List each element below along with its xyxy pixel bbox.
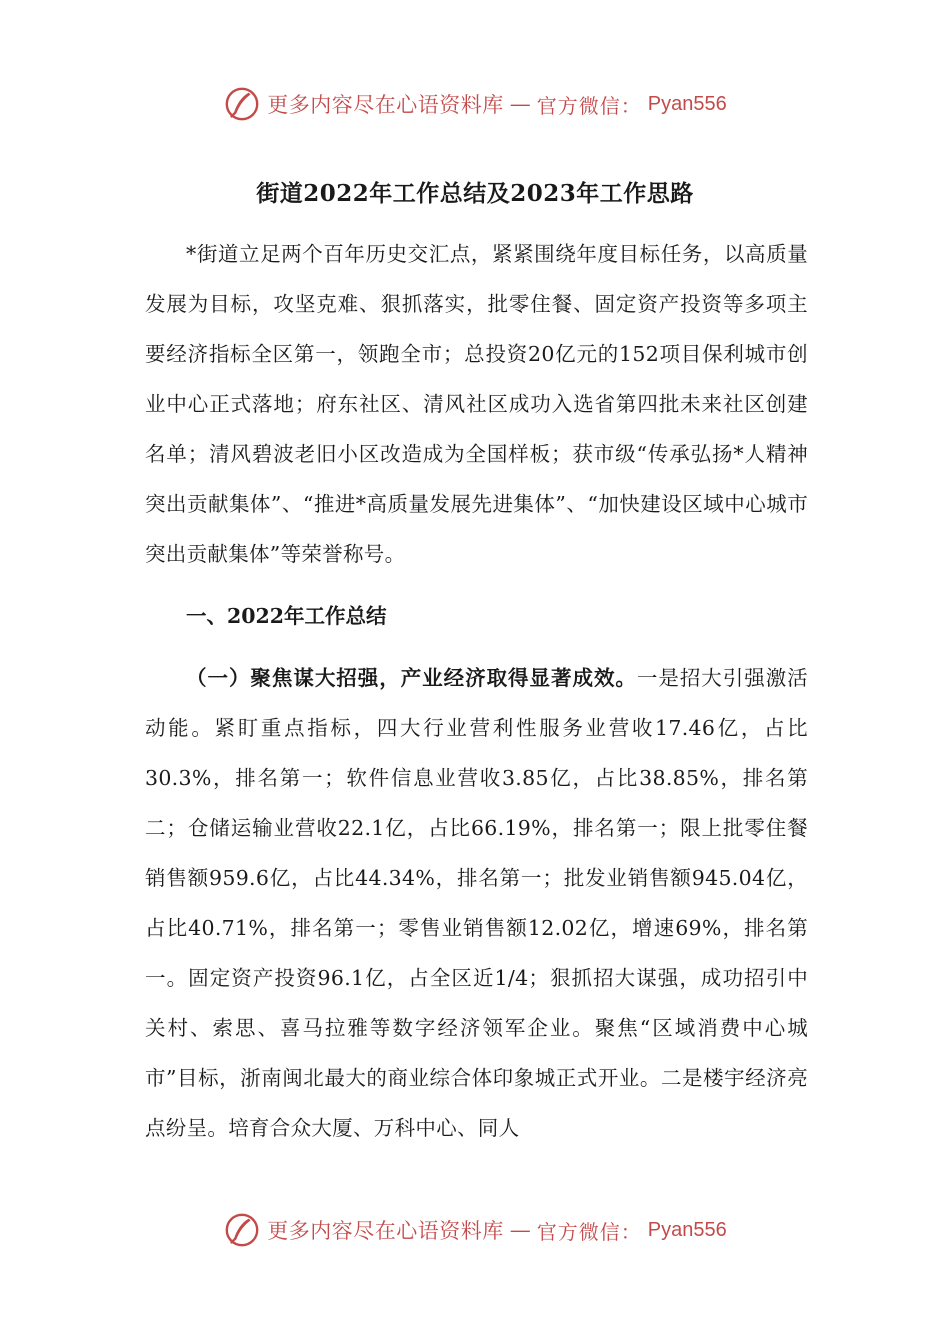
banner-wechat-label: 官方微信：: [536, 93, 642, 118]
quill-pen-icon: [223, 85, 261, 123]
quill-pen-icon: [223, 1211, 261, 1249]
banner-wechat-id: Pyan556: [647, 92, 727, 115]
header-banner: [0, 84, 950, 124]
subsection-body: 一是招大引强激活动能。紧盯重点指标，四大行业营利性服务业营收17.46亿，占比30.3%，排名第一；软件信息业营收3.85亿，占比38.85%，排名第二；仓储运输业营收22.1亿，占比66.19%，排名第一；限上批零住餐销售额959.6亿，占比44.34%，排名第一；批发业销售额945.04亿，占比40.71%，排名第一；零售业销售额12.02亿，增速69%，排名第一。固定资产投资96.1亿，占全区近1/4；狠抓招大谋强，成功招引中关村、索思、喜马拉雅等数字经济领军企业。聚焦“区域消费中心城市”目标，浙南闽北最大的商业综合体印象城正式开业。二是楼宇经济亮点纷呈。培育合众大厦、万科中心、同人: [145, 666, 808, 1140]
footer-banner: [0, 1210, 950, 1250]
banner-separator: —: [509, 1218, 531, 1242]
banner-separator: —: [509, 92, 531, 116]
banner-text: 更多内容尽在心语资料库: [267, 1219, 504, 1243]
banner-wechat-id: Pyan556: [647, 1218, 727, 1241]
subsection-paragraph: [145, 653, 808, 1153]
banner-text: 更多内容尽在心语资料库: [267, 93, 504, 117]
banner-wechat-label: 官方微信：: [536, 1219, 642, 1244]
section-heading: 一、2022年工作总结: [186, 604, 387, 628]
intro-paragraph: *街道立足两个百年历史交汇点，紧紧围绕年度目标任务，以高质量发展为目标，攻坚克难、狠抓落实，批零住餐、固定资产投资等多项主要经济指标全区第一，领跑全市；总投资20亿元的152项目保利城市创业中心正式落地；府东社区、清风社区成功入选省第四批未来社区创建名单；清风碧波老旧小区改造成为全国样板；获市级“传承弘扬*人精神突出贡献集体”、“推进*高质量发展先进集体”、“加快建设区域中心城市突出贡献集体”等荣誉称号。: [145, 242, 808, 566]
subsection-lead: （一）聚焦谋大招强，产业经济取得显著成效。: [186, 666, 637, 690]
document-title: 街道2022年工作总结及2023年工作思路: [256, 180, 694, 207]
